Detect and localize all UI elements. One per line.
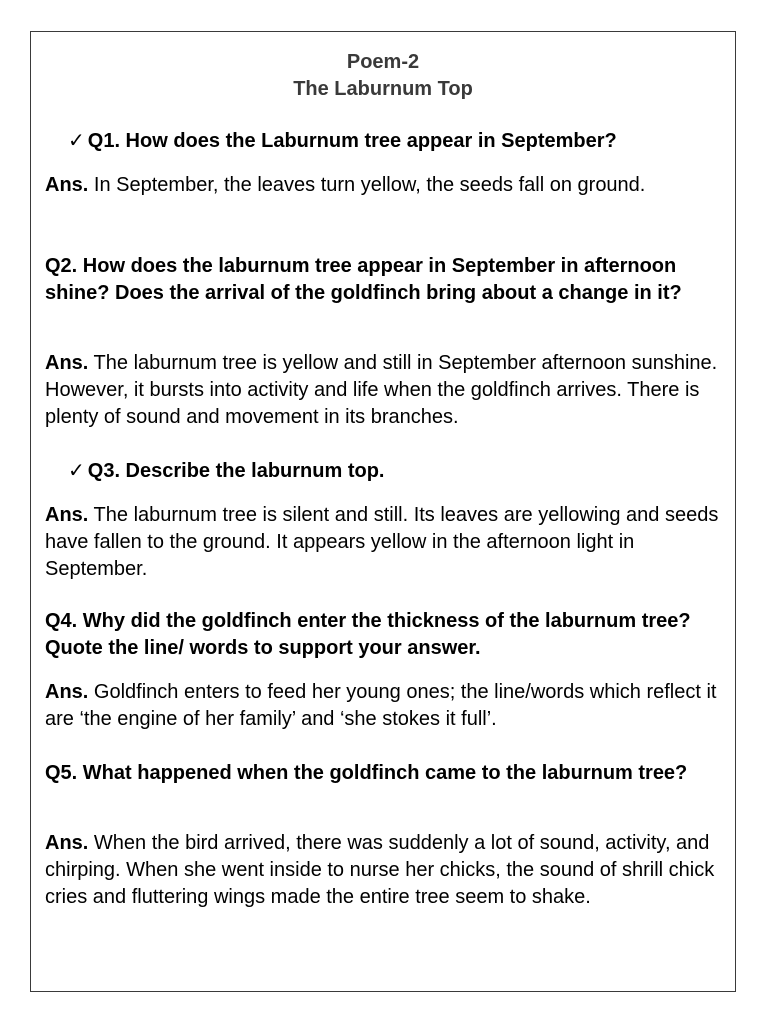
document-page <box>30 31 736 992</box>
answer-3 <box>45 502 727 583</box>
question-5-text: Q5. What happened when the goldfinch came to the laburnum tree? <box>45 762 688 784</box>
question-4-text: Q4. Why did the goldfinch enter the thickness of the laburnum tree? Quote the line/ words to support your answer. <box>45 610 691 659</box>
document-title: Poem-2 <box>346 51 420 73</box>
document-subtitle: The Laburnum Top <box>293 78 473 100</box>
answer-2 <box>45 350 727 431</box>
answer-2-text: The laburnum tree is yellow and still in September afternoon sunshine. However, it bursts into activity and life when the goldfinch arrives. There is plenty of sound and movement in its branches. <box>45 352 718 428</box>
answer-4-text: Goldfinch enters to feed her young ones; the line/words which reflect it are ‘the engine of her family’ and ‘she stokes it full’. <box>45 681 717 730</box>
checkmark-icon: ✓ <box>68 130 85 152</box>
answer-5-text: When the bird arrived, there was suddenly a lot of sound, activity, and chirping. When she went inside to nurse her chicks, the sound of shrill chick cries and fluttering wings made the entire tree seem to shake. <box>45 832 715 908</box>
question-5 <box>45 760 727 787</box>
answer-label: Ans. <box>45 504 89 526</box>
answer-label: Ans. <box>45 681 89 703</box>
question-3 <box>68 458 728 485</box>
checkmark-icon: ✓ <box>68 460 85 482</box>
answer-label: Ans. <box>45 352 89 374</box>
answer-1 <box>45 172 727 199</box>
document-header <box>31 49 735 103</box>
question-2-text: Q2. How does the laburnum tree appear in September in afternoon shine? Does the arrival of the goldfinch bring about a change in it? <box>45 255 682 304</box>
question-1 <box>68 128 728 155</box>
answer-label: Ans. <box>45 174 89 196</box>
question-4 <box>45 608 727 662</box>
answer-label: Ans. <box>45 832 89 854</box>
answer-3-text: The laburnum tree is silent and still. Its leaves are yellowing and seeds have fallen to the ground. It appears yellow in the afternoon light in September. <box>45 504 719 580</box>
question-3-text: Q3. Describe the laburnum top. <box>87 460 385 482</box>
question-1-text: Q1. How does the Laburnum tree appear in September? <box>87 130 617 152</box>
question-2 <box>45 253 727 307</box>
answer-5 <box>45 830 727 911</box>
answer-1-text: In September, the leaves turn yellow, the seeds fall on ground. <box>93 174 646 196</box>
answer-4 <box>45 679 727 733</box>
